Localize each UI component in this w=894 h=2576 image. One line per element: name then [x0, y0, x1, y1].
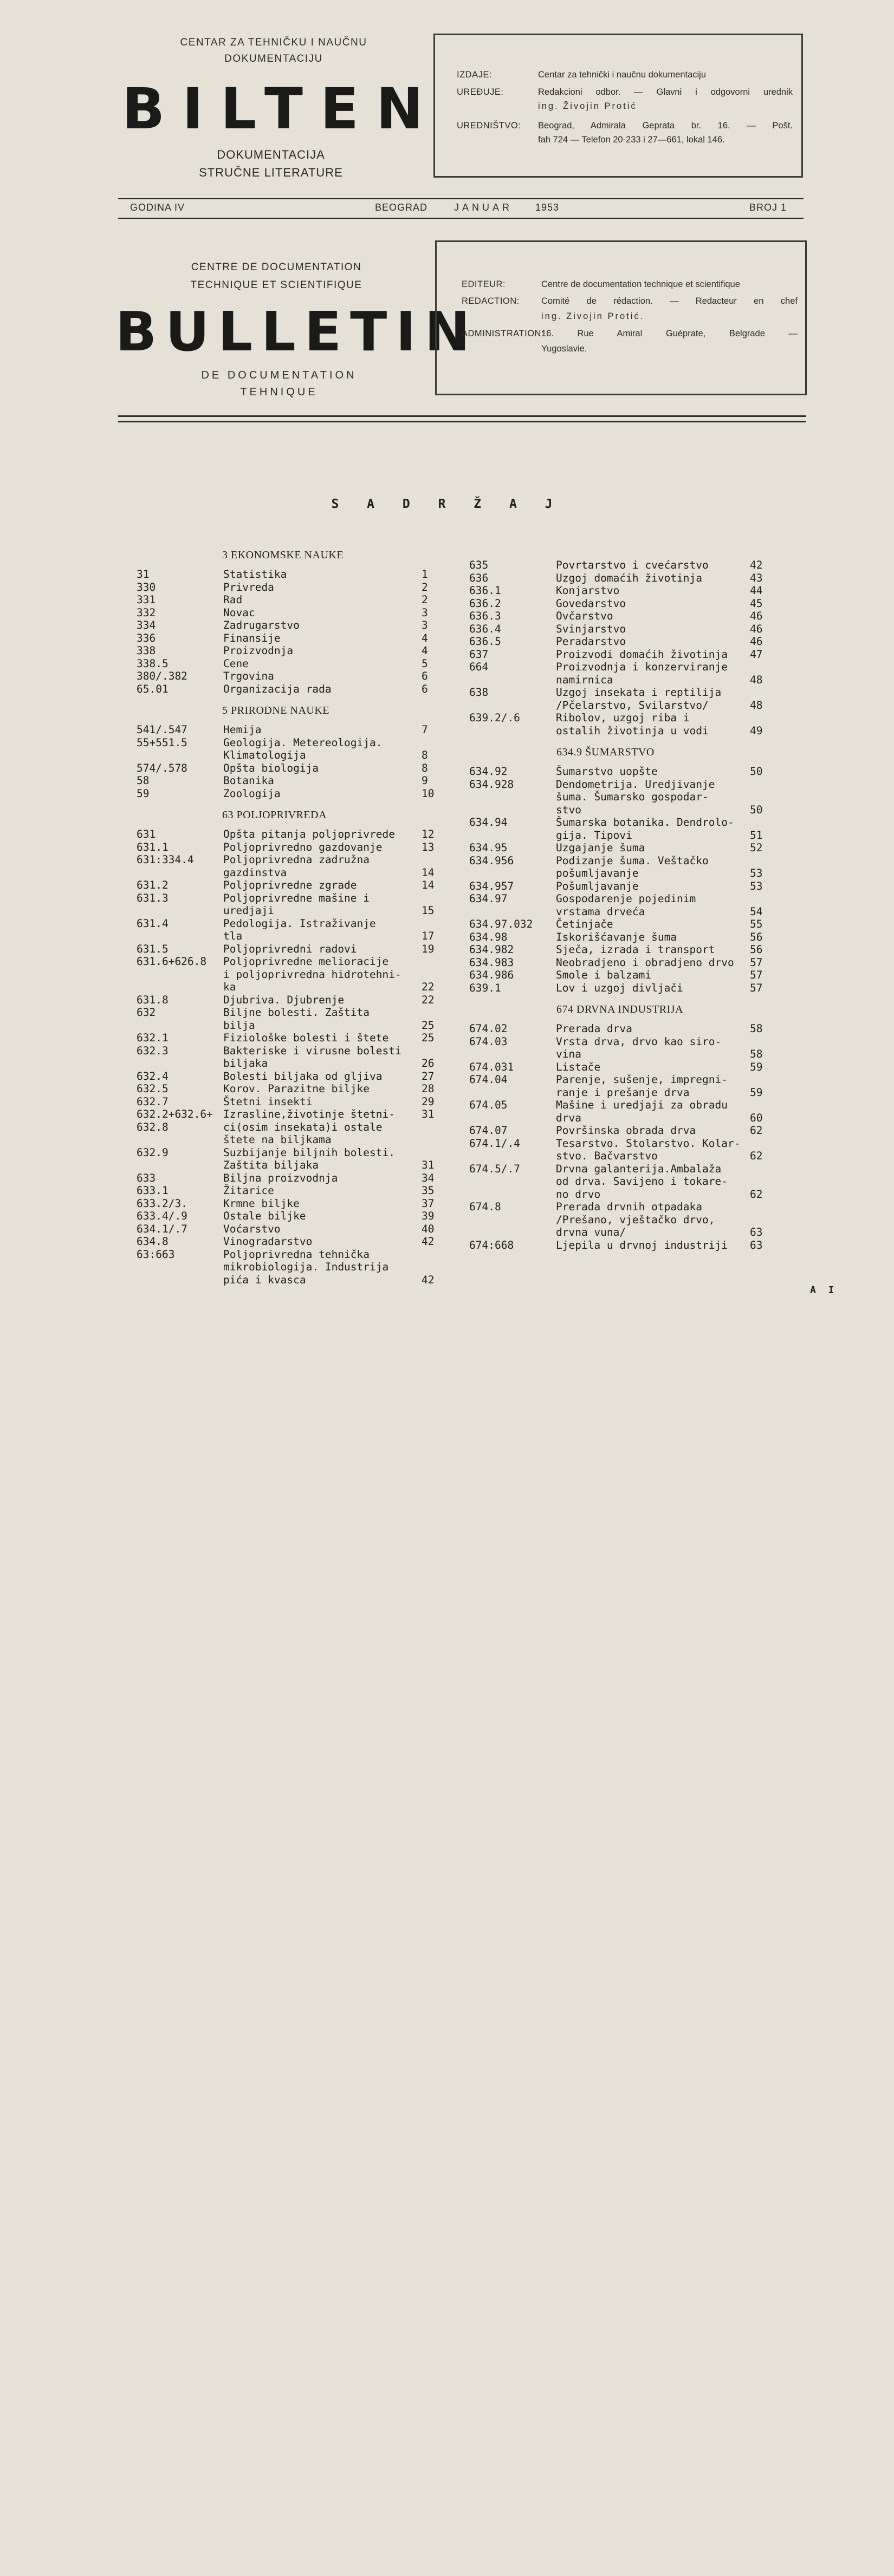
toc-title: biljaka [223, 1057, 268, 1069]
toc-page-number: 4 [422, 631, 428, 644]
toc-page-number: 54 [750, 905, 763, 918]
toc-code: 634.97.032 [469, 918, 533, 930]
toc-page-number: 25 [422, 1019, 435, 1032]
toc-title: od drva. Savijeno i tokare- [556, 1175, 728, 1188]
toc-page-number: 8 [422, 749, 428, 761]
toc-code: 634.928 [469, 778, 514, 791]
toc-title: Dendometrija. Uredjivanje [556, 778, 715, 791]
toc-code: 636.3 [469, 610, 501, 622]
toc-code: 632.7 [137, 1095, 169, 1108]
toc-title: Novac [223, 606, 255, 619]
toc-code: 634.982 [469, 943, 514, 956]
toc-title: Zoologija [223, 787, 281, 800]
page-mark: A I [810, 1284, 838, 1296]
toc-page-number: 22 [422, 981, 435, 993]
toc-code: 59 [137, 787, 150, 800]
bulletin-org-line2: TECHNIQUE ET SCIENTIFIQUE [190, 279, 362, 291]
toc-title: Geologija. Metereologija. [223, 736, 383, 749]
toc-page-number: 53 [750, 867, 763, 879]
toc-code: 631.8 [137, 993, 169, 1006]
toc-code: 634.95 [469, 842, 508, 854]
toc-page-number: 13 [422, 840, 435, 853]
bilten-subtitle-line1: DOKUMENTACIJA [217, 148, 325, 161]
toc-page-number: 56 [750, 943, 763, 956]
toc-code: 31 [137, 568, 150, 581]
toc-page-number: 40 [422, 1222, 435, 1235]
bilten-org-name [144, 35, 404, 67]
toc-title: Uzgajanje šuma [556, 842, 645, 854]
info-label: IZDAJE: [457, 70, 492, 80]
toc-title: Pedologija. Istraživanje [223, 917, 376, 930]
info-value-line: ing. Živojin Protić [538, 101, 637, 111]
toc-title: Tesarstvo. Stolarstvo. Kolar- [556, 1137, 741, 1150]
toc-page-number: 2 [422, 594, 428, 606]
toc-title: Proizvodnja i konzerviranje [556, 661, 728, 673]
info-value-line: fah 724 — Telefon 20-233 i 27—661, lokal 146. [538, 135, 725, 145]
info-value-line: Centre de documentation technique et scientifique [541, 279, 740, 289]
toc-title: Poljoprivredno gazdovanje [223, 840, 383, 853]
toc-code: 574/.578 [137, 761, 187, 774]
bulletin-org-line1: CENTRE DE DOCUMENTATION [191, 262, 362, 273]
toc-title: pića i kvasca [223, 1273, 306, 1286]
info-value-line: Yugoslavie. [541, 344, 587, 354]
toc-title: Cene [223, 657, 249, 670]
bulletin-subtitle-line1: DE DOCUMENTATION [201, 369, 357, 381]
toc-page-number: 39 [422, 1210, 435, 1222]
toc-title: Vrsta drva, drvo kao siro- [556, 1035, 722, 1048]
toc-page-number: 46 [750, 622, 763, 635]
toc-title: Vinogradarstvo [223, 1235, 313, 1248]
toc-page-number: 8 [422, 761, 428, 774]
toc-title: Poljoprivredni radovi [223, 942, 357, 955]
toc-title: Botanika [223, 774, 274, 787]
toc-title: Bakteriske i virusne bolesti [223, 1044, 401, 1057]
toc-title: Krmne biljke [223, 1197, 300, 1210]
toc-title: Štetni insekti [223, 1095, 313, 1108]
toc-title: vina [556, 1048, 581, 1060]
info-value-line: Redakcioni odbor. — Glavni i odgovorni urednik [538, 87, 793, 97]
toc-code: 330 [137, 581, 156, 594]
toc-title: Zadrugarstvo [223, 619, 300, 631]
toc-page-number: 47 [750, 648, 763, 661]
toc-page-number: 14 [422, 866, 435, 879]
issue-month: JANUAR [454, 202, 513, 213]
toc-page-number: 52 [750, 842, 763, 854]
toc-title: Šumarstvo uopšte [556, 765, 658, 778]
toc-code: 664 [469, 661, 489, 673]
toc-title: pošumljavanje [556, 867, 639, 879]
toc-title: Smole i balzami [556, 969, 652, 981]
toc-code: 631.4 [137, 917, 169, 930]
toc-code: 634.1/.7 [137, 1222, 187, 1235]
toc-code: 636.2 [469, 597, 501, 610]
bulletin-subtitle-line2: TEHNIQUE [240, 386, 318, 398]
bilten-org-line2: DOKUMENTACIJU [224, 53, 323, 64]
toc-title: Konjarstvo [556, 584, 620, 597]
toc-title: vrstama drveća [556, 905, 645, 918]
toc-page-number: 50 [750, 765, 763, 778]
toc-page-number: 28 [422, 1082, 435, 1095]
toc-code: 637 [469, 648, 489, 661]
toc-code: 336 [137, 631, 156, 644]
toc-page-number: 14 [422, 879, 435, 891]
toc-title: drvna vuna/ [556, 1226, 626, 1238]
toc-code: 636.1 [469, 584, 501, 597]
toc-page-number: 62 [750, 1150, 763, 1162]
toc-code: 631:334.4 [137, 853, 194, 866]
info-value-line: Beograd, Admirala Geprata br. 16. — Pošt. [538, 121, 793, 131]
toc-page-number: 43 [750, 571, 763, 584]
toc-code: 674:668 [469, 1238, 514, 1251]
toc-title: stvo [556, 803, 581, 816]
toc-code: 632.1 [137, 1032, 169, 1044]
toc-title: Ljepila u drvnoj industriji [556, 1238, 728, 1251]
toc-code: 674.031 [469, 1060, 514, 1073]
toc-title: Lov i uzgoj divljači [556, 981, 683, 994]
toc-title: Iskorišćavanje šuma [556, 930, 677, 943]
toc-title: Biljne bolesti. Zaštita [223, 1006, 370, 1019]
toc-page-number: 5 [422, 657, 428, 670]
toc-title: ostalih životinja u vodi [556, 724, 709, 737]
toc-title: Fiziološke bolesti i štete [223, 1032, 389, 1044]
toc-page-number: 62 [750, 1124, 763, 1137]
section-heading: 674 DRVNA INDUSTRIJA [556, 1003, 683, 1015]
toc-page-number: 59 [750, 1060, 763, 1073]
bulletin-org-name [157, 258, 396, 294]
toc-title: ranje i prešanje drva [556, 1086, 690, 1099]
toc-title: ci(osim insekata)i ostale [223, 1120, 383, 1133]
toc-code: 632.4 [137, 1069, 169, 1082]
toc-title: Povrtarstvo i cvećarstvo [556, 559, 709, 571]
toc-code: 674.1/.4 [469, 1137, 520, 1150]
toc-code: 634.956 [469, 854, 514, 867]
toc-title: Opšta biologija [223, 761, 319, 774]
toc-code: 631.1 [137, 840, 169, 853]
toc-title: Korov. Parazitne biljke [223, 1082, 370, 1095]
toc-page-number: 3 [422, 606, 428, 619]
toc-page-number: 34 [422, 1171, 435, 1184]
toc-title: Rad [223, 594, 243, 606]
toc-title: ka [223, 981, 236, 993]
toc-title: Privreda [223, 581, 274, 594]
toc-page-number: 31 [422, 1159, 435, 1171]
contents-heading: S A D R Ž A J [331, 497, 563, 511]
bulletin-title: BULLETIN [115, 300, 479, 363]
toc-page-number: 45 [750, 597, 763, 610]
toc-page-number: 3 [422, 619, 428, 631]
toc-title: Trgovina [223, 670, 274, 682]
toc-page-number: 48 [750, 699, 763, 712]
toc-code: 639.1 [469, 981, 501, 994]
toc-page-number: 37 [422, 1197, 435, 1210]
toc-code: 631.2 [137, 879, 169, 891]
toc-code: 631.5 [137, 942, 169, 955]
toc-page-number: 17 [422, 930, 435, 942]
toc-page-number: 48 [750, 673, 763, 686]
toc-code: 674.04 [469, 1073, 508, 1086]
contents-right-column [0, 559, 894, 1284]
toc-page-number: 10 [422, 787, 435, 800]
toc-title: Bolesti biljaka od gljiva [223, 1069, 383, 1082]
toc-code: 674.03 [469, 1035, 508, 1048]
toc-page-number: 49 [750, 724, 763, 737]
toc-code: 338 [137, 644, 156, 657]
toc-title: Suzbijanje biljnih bolesti. [223, 1146, 395, 1159]
toc-title: štete na biljkama [223, 1133, 332, 1146]
toc-title: drva [556, 1111, 581, 1124]
bilten-subtitle-line2: STRUČNE LITERATURE [199, 166, 343, 179]
bulletin-subtitle [173, 367, 385, 401]
toc-title: mikrobiologija. Industrija [223, 1261, 389, 1273]
toc-page-number: 22 [422, 993, 435, 1006]
toc-title: Uzgoj insekata i reptilija [556, 686, 722, 699]
toc-code: 634.957 [469, 879, 514, 892]
toc-page-number: 2 [422, 581, 428, 594]
toc-title: Statistika [223, 568, 287, 581]
toc-page-number: 46 [750, 610, 763, 622]
issue-bar-top-rule [118, 198, 804, 199]
toc-code: 334 [137, 619, 156, 631]
toc-code: 332 [137, 606, 156, 619]
toc-code: 636 [469, 571, 489, 584]
toc-title: Drvna galanterija.Ambalaža [556, 1162, 722, 1175]
toc-title: Neobradjeno i obradjeno drvo [556, 956, 734, 969]
toc-title: Voćarstvo [223, 1222, 281, 1235]
toc-title: Pošumljavanje [556, 879, 639, 892]
toc-page-number: 9 [422, 774, 428, 787]
toc-page-number: 25 [422, 1032, 435, 1044]
toc-code: 632.5 [137, 1082, 169, 1095]
toc-title: Izrasline,životinje štetni- [223, 1108, 395, 1120]
toc-title: gija. Tipovi [556, 829, 632, 842]
bilten-title: BILTEN [122, 76, 441, 142]
toc-code: 636.5 [469, 635, 501, 648]
toc-code: 674.07 [469, 1124, 508, 1137]
toc-code: 633.4/.9 [137, 1210, 187, 1222]
toc-title: Poljoprivredne zgrade [223, 879, 357, 891]
info-label: ADMINISTRATION: [462, 329, 545, 338]
toc-title: Sječa, izrada i transport [556, 943, 715, 956]
toc-title: no drvo [556, 1188, 601, 1201]
toc-page-number: 56 [750, 930, 763, 943]
toc-code: 632.8 [137, 1120, 169, 1133]
info-value-line: ing. Zivojin Protić. [541, 311, 645, 321]
toc-code: 632.3 [137, 1044, 169, 1057]
toc-page-number: 46 [750, 635, 763, 648]
toc-page-number: 6 [422, 670, 428, 682]
toc-code: 331 [137, 594, 156, 606]
toc-title: Hemija [223, 723, 262, 736]
toc-title: Proizvodi domaćih životinja [556, 648, 728, 661]
toc-title: namirnica [556, 673, 613, 686]
toc-title: /Pčelarstvo, Svilarstvo/ [556, 699, 709, 712]
toc-page-number: 19 [422, 942, 435, 955]
toc-page-number: 62 [750, 1188, 763, 1201]
section-heading: 63 POLJOPRIVREDA [222, 809, 327, 821]
toc-page-number: 12 [422, 828, 435, 840]
toc-title: Organizacija rada [223, 682, 332, 695]
toc-code: 639.2/.6 [469, 712, 520, 724]
toc-page-number: 15 [422, 904, 435, 917]
toc-code: 674.5/.7 [469, 1162, 520, 1175]
toc-page-number: 42 [750, 559, 763, 571]
toc-title: Prerada drvnih otpadaka [556, 1201, 703, 1213]
toc-title: Djubriva. Djubrenje [223, 993, 345, 1006]
toc-page-number: 27 [422, 1069, 435, 1082]
toc-title: gazdinstva [223, 866, 287, 879]
toc-code: 632 [137, 1006, 156, 1019]
info-label: REDACTION: [462, 296, 520, 306]
bulletin-info-box [435, 240, 807, 395]
toc-title: Finansije [223, 631, 281, 644]
toc-code: 634.8 [137, 1235, 169, 1248]
info-label: UREDNIŠTVO: [457, 121, 521, 131]
toc-title: Poljoprivredne melioracije [223, 955, 389, 968]
toc-page-number: 53 [750, 879, 763, 892]
toc-code: 63:663 [137, 1248, 175, 1261]
header-double-rule-top [118, 415, 806, 417]
toc-title: Klimatologija [223, 749, 306, 761]
toc-code: 631.3 [137, 891, 169, 904]
toc-title: Površinska obrada drva [556, 1124, 696, 1137]
header-double-rule-bottom [118, 421, 806, 422]
toc-page-number: 31 [422, 1108, 435, 1120]
toc-code: 632.9 [137, 1146, 169, 1159]
toc-title: Prerada drva [556, 1022, 632, 1035]
toc-page-number: 7 [422, 723, 428, 736]
toc-title: bilja [223, 1019, 255, 1032]
toc-title: Zaštita biljaka [223, 1159, 319, 1171]
toc-code: 58 [137, 774, 150, 787]
toc-title: Uzgoj domaćih životinja [556, 571, 703, 584]
toc-title: Poljoprivredna tehnička [223, 1248, 370, 1261]
toc-page-number: 1 [422, 568, 428, 581]
issue-year: 1953 [535, 202, 560, 213]
toc-page-number: 55 [750, 918, 763, 930]
bilten-subtitle [163, 146, 379, 181]
toc-code: 634.92 [469, 765, 508, 778]
toc-code: 634.94 [469, 816, 508, 829]
toc-title: Poljoprivredna zadružna [223, 853, 370, 866]
toc-title: Mašine i uredjaji za obradu [556, 1099, 728, 1111]
issue-year-roman: GODINA IV [130, 202, 185, 213]
toc-page-number: 60 [750, 1111, 763, 1124]
toc-page-number: 35 [422, 1184, 435, 1197]
toc-page-number: 58 [750, 1048, 763, 1060]
toc-code: 636.4 [469, 622, 501, 635]
toc-page-number: 57 [750, 969, 763, 981]
toc-code: 632.2+632.6+ [137, 1108, 213, 1120]
toc-page-number: 6 [422, 682, 428, 695]
toc-page-number: 29 [422, 1095, 435, 1108]
toc-page-number: 42 [422, 1273, 435, 1286]
toc-title: Peradarstvo [556, 635, 626, 648]
toc-title: Biljna proizvodnja [223, 1171, 338, 1184]
info-value-line: 16. Rue Amiral Guéprate, Belgrade — [541, 329, 798, 338]
toc-code: 338.5 [137, 657, 169, 670]
toc-code: 631 [137, 828, 156, 840]
toc-title: i poljoprivredna hidrotehni- [223, 968, 401, 981]
toc-code: 633.2/3. [137, 1197, 187, 1210]
issue-city: BEOGRAD [375, 202, 428, 213]
toc-code: 633 [137, 1171, 156, 1184]
toc-title: Ovčarstvo [556, 610, 613, 622]
toc-page-number: 42 [422, 1235, 435, 1248]
section-heading: 634.9 ŠUMARSTVO [556, 746, 655, 758]
toc-title: Podizanje šuma. Veštačko [556, 854, 709, 867]
toc-page-number: 44 [750, 584, 763, 597]
toc-title: /Prešano, vještačko drvo, [556, 1213, 715, 1226]
toc-code: 674.05 [469, 1099, 508, 1111]
toc-title: Parenje, sušenje, impregni- [556, 1073, 728, 1086]
toc-code: 634.983 [469, 956, 514, 969]
toc-title: Ribolov, uzgoj riba i [556, 712, 690, 724]
toc-page-number: 50 [750, 803, 763, 816]
toc-page-number: 57 [750, 956, 763, 969]
toc-code: 380/.382 [137, 670, 187, 682]
bilten-info-box [433, 34, 803, 178]
toc-title: Svinjarstvo [556, 622, 626, 635]
info-value-line: Centar za tehnički i naučnu dokumentaciju [538, 70, 707, 80]
toc-title: tla [223, 930, 243, 942]
section-heading: 5 PRIRODNE NAUKE [222, 705, 329, 716]
toc-code: 638 [469, 686, 489, 699]
info-label: UREĐUJE: [457, 87, 504, 97]
toc-title: Govedarstvo [556, 597, 626, 610]
toc-code: 55+551.5 [137, 736, 187, 749]
toc-title: Četinjače [556, 918, 613, 930]
toc-title: Proizvodnja [223, 644, 294, 657]
bilten-org-line1: CENTAR ZA TEHNIČKU I NAUČNU [180, 37, 367, 48]
toc-page-number: 58 [750, 1022, 763, 1035]
toc-page-number: 59 [750, 1086, 763, 1099]
toc-code: 631.6+626.8 [137, 955, 207, 968]
toc-page-number: 4 [422, 644, 428, 657]
issue-bar-bottom-rule [118, 218, 804, 219]
toc-page-number: 63 [750, 1226, 763, 1238]
toc-title: Listače [556, 1060, 601, 1073]
toc-title: uredjaji [223, 904, 274, 917]
toc-title: šuma. Šumarsko gospodar- [556, 791, 709, 803]
toc-code: 674.8 [469, 1201, 501, 1213]
toc-title: Šumarska botanika. Dendrolo- [556, 816, 734, 829]
toc-code: 635 [469, 559, 489, 571]
toc-title: Opšta pitanja poljoprivrede [223, 828, 395, 840]
toc-page-number: 51 [750, 829, 763, 842]
toc-title: Žitarice [223, 1184, 274, 1197]
toc-code: 634.98 [469, 930, 508, 943]
toc-title: stvo. Bačvarstvo [556, 1150, 658, 1162]
toc-title: Poljoprivredne mašine i [223, 891, 370, 904]
toc-code: 634.97 [469, 892, 508, 905]
issue-number: BROJ 1 [749, 202, 787, 213]
toc-page-number: 63 [750, 1238, 763, 1251]
toc-title: Gospodarenje pojedinim [556, 892, 696, 905]
toc-code: 674.02 [469, 1022, 508, 1035]
toc-page-number: 26 [422, 1057, 435, 1069]
toc-title: Ostale biljke [223, 1210, 306, 1222]
toc-code: 65.01 [137, 682, 169, 695]
section-heading: 3 EKONOMSKE NAUKE [222, 549, 344, 561]
info-value-line: Comité de rédaction. — Redacteur en chef [541, 296, 798, 306]
toc-code: 541/.547 [137, 723, 187, 736]
info-label: EDITEUR: [462, 279, 506, 289]
toc-code: 633.1 [137, 1184, 169, 1197]
toc-page-number: 57 [750, 981, 763, 994]
toc-code: 634.986 [469, 969, 514, 981]
